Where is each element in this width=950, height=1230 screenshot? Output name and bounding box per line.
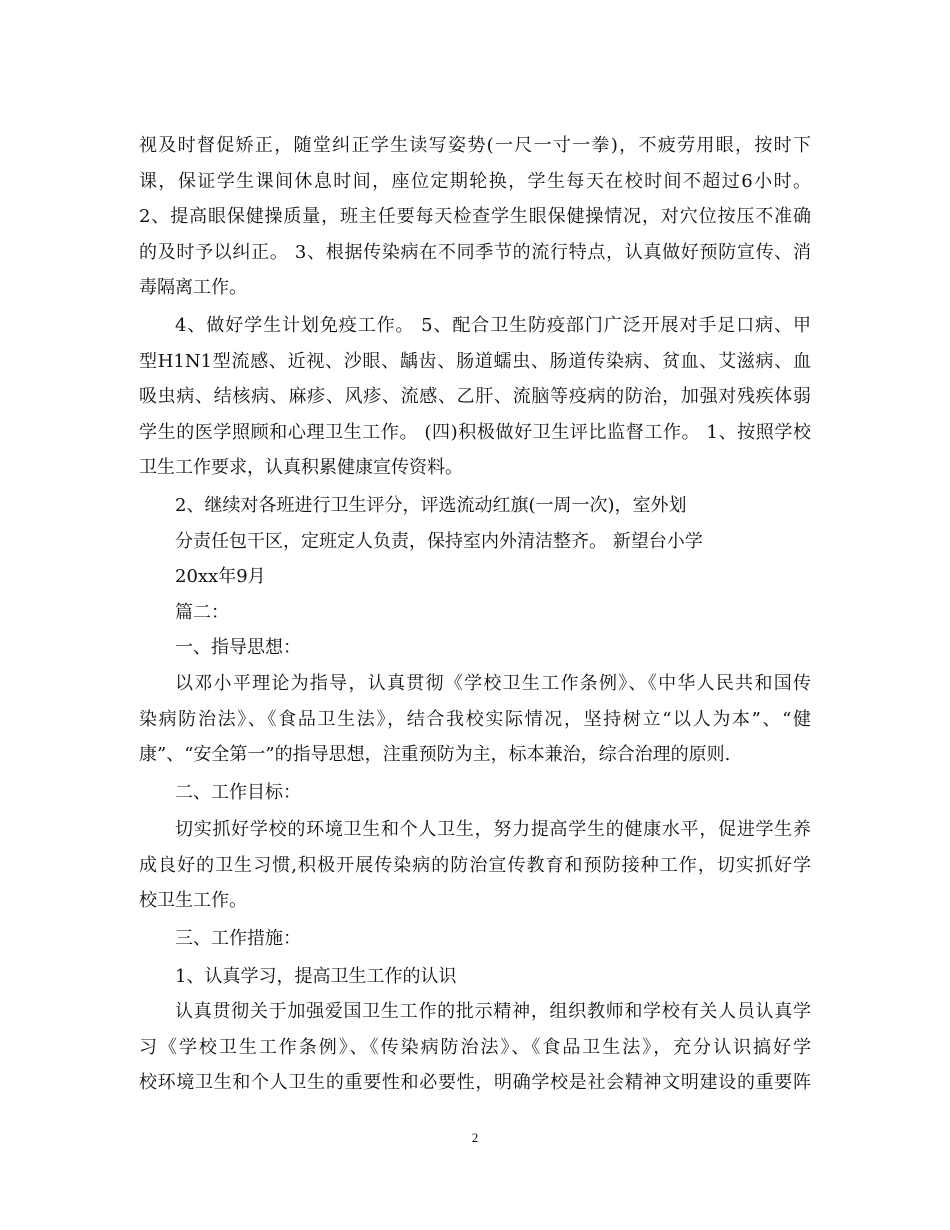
section-heading: 一、指导思想：	[175, 637, 301, 659]
text-line: 卫生工作要求，认真积累健康宣传资料。	[139, 457, 463, 479]
paragraph-work-goals	[139, 812, 811, 919]
text-line: 习《学校卫生工作条例》、《传染病防治法》、《食品卫生法》，充分认识搞好学	[139, 1036, 811, 1058]
subsection-heading: 1、认真学习，提高卫生工作的认识	[175, 965, 457, 987]
text-line: 康”、“安全第一”的指导思想，注重预防为主，标本兼治，综合治理的原则.	[139, 744, 731, 766]
paragraph-work-measures	[139, 959, 811, 1101]
paragraph-part-two	[139, 488, 811, 773]
paragraph-immunization	[139, 308, 811, 486]
text-line: 学生的医学照顾和心理卫生工作。 (四)积极做好卫生评比监督工作。 1、按照学校	[139, 421, 811, 443]
section-heading: 二、工作目标：	[175, 781, 301, 803]
text-line: 染病防治法》、《食品卫生法》，结合我校实际情况，坚持树立“以人为本”、“健	[139, 708, 811, 730]
text-line: 4、做好学生计划免疫工作。 5、配合卫生防疫部门广泛开展对手足口病、甲	[175, 314, 811, 336]
text-line: 校环境卫生和个人卫生的重要性和必要性，明确学校是社会精神文明建设的重要阵	[139, 1072, 811, 1094]
text-line: 校卫生工作。	[139, 890, 247, 912]
page-number: 2	[471, 1130, 479, 1145]
text-line: 课，保证学生课间休息时间，座位定期轮换，学生每天在校时间不超过6小时。	[139, 170, 811, 192]
text-line: 成良好的卫生习惯,积极开展传染病的防治宣传教育和预防接种工作，切实抓好学	[139, 854, 811, 876]
text-line: 的及时予以纠正。 3、根据传染病在不同季节的流行特点，认真做好预防宣传、消	[139, 241, 811, 263]
section-heading: 三、工作措施：	[175, 928, 301, 950]
text-line: 切实抓好学校的环境卫生和个人卫生，努力提高学生的健康水平，促进学生养	[175, 819, 811, 841]
document-date: 20xx年9月	[175, 566, 266, 588]
document-body	[139, 128, 811, 1101]
text-line: 2、提高眼保健操质量，班主任要每天检查学生眼保健操情况，对穴位按压不准确	[139, 206, 811, 228]
heading-work-measures	[139, 921, 811, 957]
heading-work-goals	[139, 775, 811, 811]
text-line: 型H1N1型流感、近视、沙眼、龋齿、肠道蠕虫、肠道传染病、贫血、艾滋病、血	[139, 350, 811, 372]
text-line: 分责任包干区，定班定人负责，保持室内外清洁整齐。 新望台小学	[175, 530, 703, 552]
paragraph-eye-care	[139, 128, 811, 306]
text-line: 认真贯彻关于加强爱国卫生工作的批示精神，组织教师和学校有关人员认真学	[175, 1001, 811, 1023]
text-line: 毒隔离工作。	[139, 277, 247, 299]
text-line: 视及时督促矫正，随堂纠正学生读写姿势(一尺一寸一拳)，不疲劳用眼，按时下	[139, 135, 811, 156]
text-line: 吸虫病、结核病、麻疹、风疹、流感、乙肝、流脑等疫病的防治，加强对残疾体弱	[139, 386, 811, 408]
text-line: 以邓小平理论为指导，认真贯彻《学校卫生工作条例》、《中华人民共和国传	[175, 672, 811, 694]
text-line: 2、继续对各班进行卫生评分，评选流动红旗(一周一次)，室外划	[175, 494, 687, 516]
section-heading: 篇二：	[175, 601, 229, 623]
